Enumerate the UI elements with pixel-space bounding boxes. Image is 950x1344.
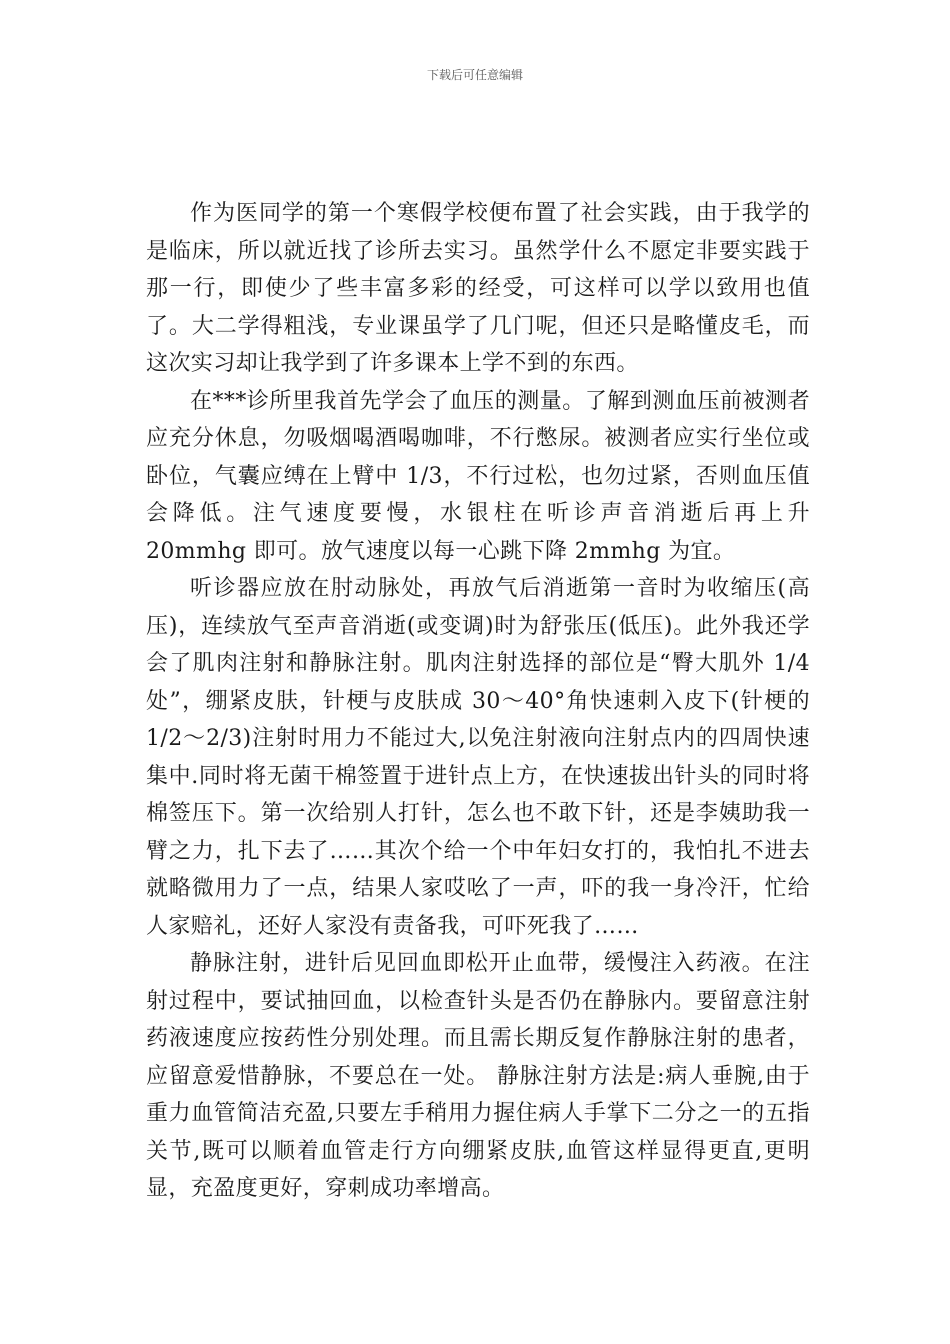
- document-body: [146, 195, 810, 1208]
- paragraph-3: 听诊器应放在肘动脉处，再放气后消逝第一音时为收缩压(高压)，连续放气至声音消逝(或变调)时为舒张压(低压)。此外我还学会了肌肉注射和静脉注射。肌肉注射选择的部位是“臀大肌外 1/4 处”，绷紧皮肤，针梗与皮肤成 30～40°角快速刺入皮下(针梗的 1/2～2/3)注射时用力不能过大,以免注射液向注射点内的四周快速集中.同时将无菌干棉签置于进针点上方，在快速拔出针头的同时将棉签压下。第一次给别人打针，怎么也不敢下针，还是李姨助我一臂之力，扎下去了……其次个给一个中年妇女打的，我怕扎不进去就略微用力了一点，结果人家哎吆了一声，吓的我一身冷汗，忙给人家赔礼，还好人家没有责备我，可吓死我了……: [146, 576, 810, 939]
- page-header-note: 下载后可任意编辑: [426, 68, 523, 82]
- paragraph-4: 静脉注射，进针后见回血即松开止血带，缓慢注入药液。在注射过程中，要试抽回血，以检查针头是否仍在静脉内。要留意注射药液速度应按药性分别处理。而且需长期反复作静脉注射的患者，应留意爱惜静脉，不要总在一处。 静脉注射方法是:病人垂腕,由于重力血管简洁充盈,只要左手稍用力握住病人手掌下二分之一的五指关节,既可以顺着血管走行方向绷紧皮肤,血管这样显得更直,更明显，充盈度更好，穿刺成功率增高。: [146, 951, 810, 1201]
- paragraph-1: 作为医同学的第一个寒假学校便布置了社会实践，由于我学的是临床，所以就近找了诊所去实习。虽然学什么不愿定非要实践于那一行，即使少了些丰富多彩的经受，可这样可以学以致用也值了。大二学得粗浅，专业课虽学了几门呢，但还只是略懂皮毛，而这次实习却让我学到了许多课本上学不到的东西。: [146, 201, 810, 376]
- paragraph-2: 在***诊所里我首先学会了血压的测量。了解到测血压前被测者应充分休息，勿吸烟喝酒喝咖啡，不行憋尿。被测者应实行坐位或卧位，气囊应缚在上臂中 1/3，不行过松，也勿过紧，否则血压值会降低。注气速度要慢，水银柱在听诊声音消逝后再上升 20mmhg 即可。放气速度以每一心跳下降 2mmhg 为宜。: [146, 388, 810, 564]
